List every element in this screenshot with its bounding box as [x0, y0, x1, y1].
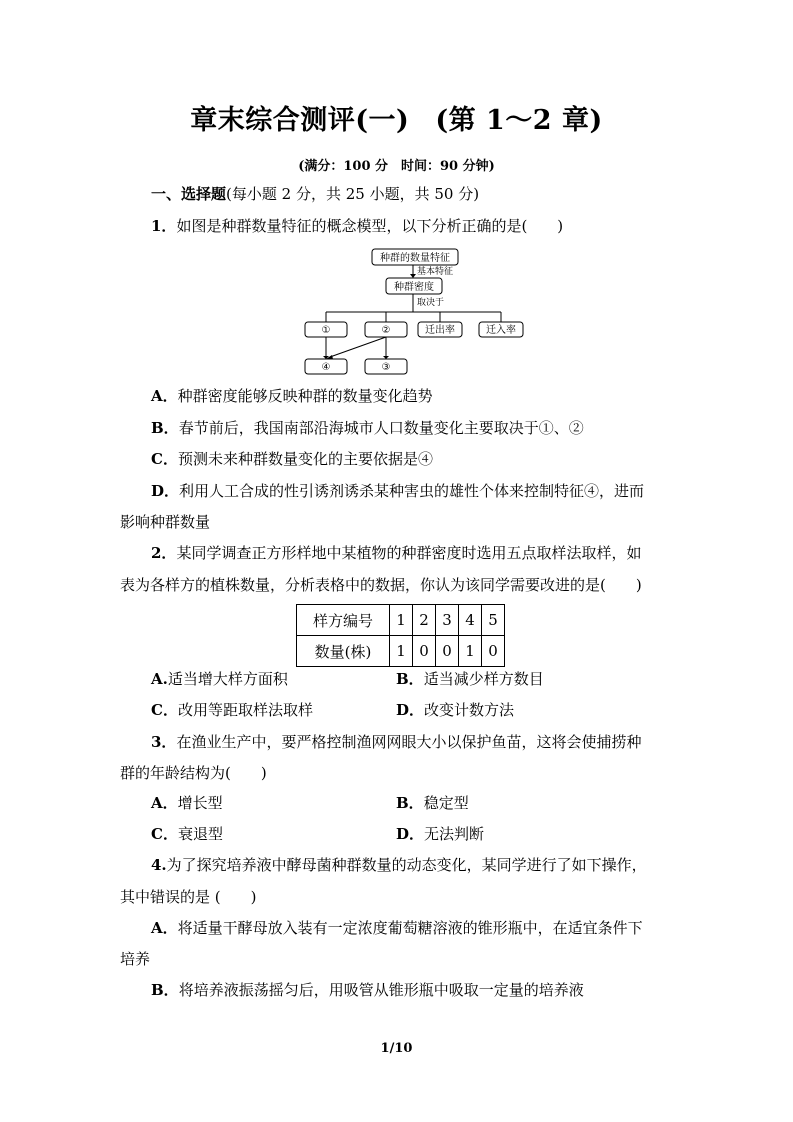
label-quantity-features: 种群的数量特征: [380, 253, 450, 264]
table-cell: 0: [413, 636, 436, 667]
question-2-stem-cont: 表为各样方的植株数量，分析表格中的数据，你认为该同学需要改进的是( ): [120, 576, 642, 594]
label-depends-on: 取决于: [417, 298, 445, 308]
question-4-option-a-cont: 培养: [120, 950, 151, 968]
population-concept-diagram: [300, 246, 530, 378]
label-emigration: 迁出率: [425, 325, 455, 336]
question-4-option-b: B．将培养液振荡摇匀后，用吸管从锥形瓶中吸取一定量的培养液: [151, 981, 584, 999]
title-main: 章末综合测评(一): [190, 105, 410, 136]
sample-plot-table: [296, 604, 505, 667]
table-cell: 5: [482, 605, 505, 636]
question-1-stem: 1．如图是种群数量特征的概念模型，以下分析正确的是( ): [151, 217, 564, 235]
table-cell: 0: [436, 636, 459, 667]
question-3-option-d: D．无法判断: [396, 825, 485, 843]
table-row: [297, 605, 505, 636]
table-header-plot-no: 样方编号: [297, 605, 390, 636]
label-circle-3: ③: [381, 362, 391, 373]
table-row: [297, 636, 505, 667]
label-immigration: 迁入率: [486, 325, 516, 336]
table-cell: 4: [459, 605, 482, 636]
table-cell: 0: [482, 636, 505, 667]
page-number: 1/10: [380, 1041, 413, 1056]
question-1-option-b: B．春节前后，我国南部沿海城市人口数量变化主要取决于①、②: [151, 419, 584, 437]
question-1-option-d-cont: 影响种群数量: [120, 513, 211, 531]
table-cell: 3: [436, 605, 459, 636]
page-title: [0, 98, 793, 137]
question-4-stem: 4.为了探究培养液中酵母菌种群数量的动态变化，某同学进行了如下操作，: [151, 856, 647, 874]
title-chapters: (第 1～2 章): [435, 105, 603, 136]
label-circle-4: ④: [321, 362, 331, 373]
table-cell: 1: [390, 636, 413, 667]
question-4-option-a: A．将适量干酵母放入装有一定浓度葡萄糖溶液的锥形瓶中，在适宜条件下: [151, 919, 643, 937]
question-3-stem: 3．在渔业生产中，要严格控制渔网网眼大小以保护鱼苗，这将会使捕捞种: [151, 733, 642, 751]
table-cell: 1: [390, 605, 413, 636]
exam-info: (满分：100 分 时间：90 分钟): [298, 159, 495, 174]
label-basic-feature: 基本特征: [417, 267, 454, 277]
question-1-option-d: D．利用人工合成的性引诱剂诱杀某种害虫的雄性个体来控制特征④，进而: [151, 482, 645, 500]
section-heading: 一、选择题(每小题 2 分，共 25 小题，共 50 分): [151, 185, 480, 203]
question-2-option-a: A.适当增大样方面积: [151, 670, 288, 688]
question-3-stem-cont: 群的年龄结构为( ): [120, 764, 267, 782]
table-cell: 1: [459, 636, 482, 667]
question-2-stem: 2．某同学调查正方形样地中某植物的种群密度时选用五点取样法取样，如: [151, 544, 642, 562]
question-1-option-a: A．种群密度能够反映种群的数量变化趋势: [151, 387, 433, 405]
table-cell: 2: [413, 605, 436, 636]
question-3-option-b: B．稳定型: [396, 794, 469, 812]
question-4-stem-cont: 其中错误的是 ( ): [120, 888, 257, 906]
question-2-option-b: B．适当减少样方数目: [396, 670, 544, 688]
question-1-option-c: C．预测未来种群数量变化的主要依据是④: [151, 450, 433, 468]
question-2-option-d: D．改变计数方法: [396, 701, 515, 719]
label-circle-2: ②: [381, 325, 391, 336]
label-population-density: 种群密度: [394, 282, 434, 293]
table-header-count: 数量(株): [297, 636, 390, 667]
question-2-option-c: C．改用等距取样法取样: [151, 701, 313, 719]
question-3-option-a: A．增长型: [151, 794, 223, 812]
question-3-option-c: C．衰退型: [151, 825, 223, 843]
label-circle-1: ①: [321, 325, 331, 336]
